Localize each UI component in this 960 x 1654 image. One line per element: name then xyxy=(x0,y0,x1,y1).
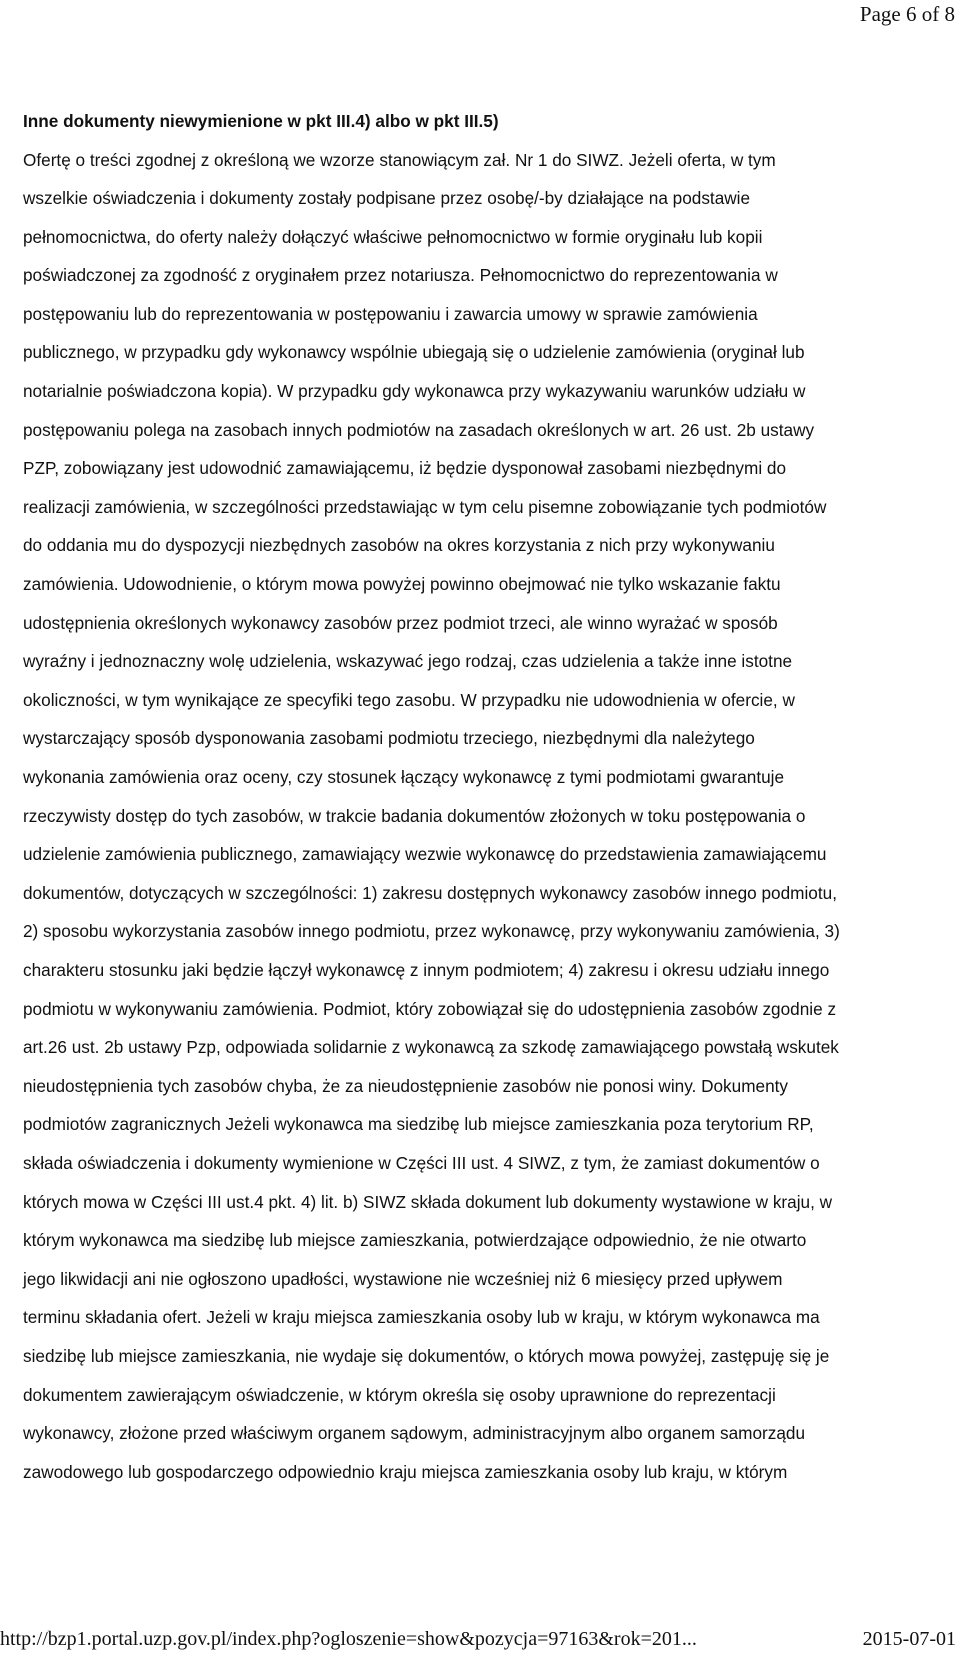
footer-url: http://bzp1.portal.uzp.gov.pl/index.php?ogloszenie=show&pozycja=97163&rok=201... xyxy=(0,1628,697,1650)
paragraph-line: pełnomocnictwa, do oferty należy dołączyć właściwe pełnomocnictwo w formie oryginału lub kopii xyxy=(23,226,763,247)
paragraph-line: składa oświadczenia i dokumenty wymienione w Części III ust. 4 SIWZ, z tym, że zamiast dokumentów o xyxy=(23,1152,820,1173)
paragraph-line: jego likwidacji ani nie ogłoszono upadłości, wystawione nie wcześniej niż 6 miesięcy przed upływem xyxy=(23,1268,783,1289)
paragraph-line: których mowa w Części III ust.4 pkt. 4) lit. b) SIWZ składa dokument lub dokumenty wystawione w kraju, w xyxy=(23,1191,833,1212)
paragraph-line: publicznego, w przypadku gdy wykonawcy wspólnie ubiegają się o udzielenie zamówienia (oryginał lub xyxy=(23,342,805,363)
paragraph-line: postępowaniu lub do reprezentowania w postępowaniu i zawarcia umowy w sprawie zamówienia xyxy=(23,303,758,324)
paragraph-line: dokumentem zawierającym oświadczenie, w którym określa się osoby uprawnione do reprezentacji xyxy=(23,1384,776,1405)
paragraph-line: podmiotów zagranicznych Jeżeli wykonawca ma siedzibę lub miejsce zamieszkania poza terytorium RP, xyxy=(23,1114,814,1135)
paragraph-line: poświadczonej za zgodność z oryginałem przez notariusza. Pełnomocnictwo do reprezentowania w xyxy=(23,265,778,286)
paragraph-line: wykonawcy, złożone przed właściwym organem sądowym, administracyjnym albo organem samorządu xyxy=(23,1423,806,1444)
paragraph-line: wystarczający sposób dysponowania zasobami podmiotu trzeciego, niezbędnymi dla należytego xyxy=(23,728,755,749)
paragraph-line: rzeczywisty dostęp do tych zasobów, w trakcie badania dokumentów złożonych w toku postępowania o xyxy=(23,805,806,826)
paragraph-line: wyraźny i jednoznaczny wolę udzielenia, wskazywać jego rodzaj, czas udzielenia a także inne istotne xyxy=(23,651,793,672)
paragraph-line: podmiotu w wykonywaniu zamówienia. Podmiot, który zobowiązał się do udostępnienia zasobów zgodnie z xyxy=(23,998,837,1019)
paragraph-line: art.26 ust. 2b ustawy Pzp, odpowiada solidarnie z wykonawcą za szkodę zamawiającego powstałą wskutek xyxy=(23,1037,839,1058)
paragraph-line: 2) sposobu wykorzystania zasobów innego podmiotu, przez wykonawcę, przy wykonywaniu zamówienia, 3) xyxy=(23,921,840,942)
paragraph-line: realizacji zamówienia, w szczególności przedstawiając w tym celu pisemne zobowiązanie tych podmiotów xyxy=(23,496,827,517)
section-heading: Inne dokumenty niewymienione w pkt III.4) albo w pkt III.5) xyxy=(23,111,499,131)
section-paragraph xyxy=(23,141,953,1492)
paragraph-line: siedzibę lub miejsce zamieszkania, nie wydaje się dokumentów, o których mowa powyżej, zastępuję się je xyxy=(23,1345,830,1366)
paragraph-line: charakteru stosunku jaki będzie łączył wykonawcę z innym podmiotem; 4) zakresu i okresu udziału innego xyxy=(23,959,830,980)
paragraph-line: okoliczności, w tym wynikające ze specyfiki tego zasobu. W przypadku nie udowodnienia w ofercie, w xyxy=(23,689,795,710)
paragraph-line: Ofertę o treści zgodnej z określoną we wzorze stanowiącym zał. Nr 1 do SIWZ. Jeżeli oferta, w tym xyxy=(23,149,776,170)
paragraph-line: wykonania zamówienia oraz oceny, czy stosunek łączący wykonawcę z tymi podmiotami gwarantuje xyxy=(23,767,785,787)
paragraph-line: terminu składania ofert. Jeżeli w kraju miejsca zamieszkania osoby lub w kraju, w którym wykonawca ma xyxy=(23,1307,820,1328)
paragraph-line: dokumentów, dotyczących w szczególności: 1) zakresu dostępnych wykonawcy zasobów innego podmiotu, xyxy=(23,882,837,903)
paragraph-line: notarialnie poświadczona kopia). W przypadku gdy wykonawca przy wykazywaniu warunków udziału w xyxy=(23,381,806,402)
paragraph-line: udostępnienia określonych wykonawcy zasobów przez podmiot trzeci, ale winno wyrażać w sposób xyxy=(23,612,778,633)
paragraph-line: do oddania mu do dyspozycji niezbędnych zasobów na okres korzystania z nich przy wykonywaniu xyxy=(23,535,775,556)
paragraph-line: wszelkie oświadczenia i dokumenty zostały podpisane przez osobę/-by działające na podstawie xyxy=(23,188,751,209)
paragraph-line: którym wykonawca ma siedzibę lub miejsce zamieszkania, potwierdzające odpowiednio, że nie otwarto xyxy=(23,1230,807,1251)
page-footer xyxy=(0,1626,960,1654)
document-body xyxy=(23,102,953,1491)
paragraph-line: udzielenie zamówienia publicznego, zamawiający wezwie wykonawcę do przedstawienia zamawiającemu xyxy=(23,844,827,865)
page-number: Page 6 of 8 xyxy=(859,2,955,26)
paragraph-line: nieudostępnienia tych zasobów chyba, że za nieudostępnienie zasobów nie ponosi winy. Dokumenty xyxy=(23,1075,789,1096)
paragraph-line: postępowaniu polega na zasobach innych podmiotów na zasadach określonych w art. 26 ust. 2b ustawy xyxy=(23,419,815,440)
paragraph-line: zawodowego lub gospodarczego odpowiednio kraju miejsca zamieszkania osoby lub kraju, w którym xyxy=(23,1461,788,1482)
footer-date: 2015-07-01 xyxy=(862,1628,956,1650)
paragraph-line: PZP, zobowiązany jest udowodnić zamawiającemu, iż będzie dysponował zasobami niezbędnymi do xyxy=(23,458,787,479)
paragraph-line: zamówienia. Udowodnienie, o którym mowa powyżej powinno obejmować nie tylko wskazanie faktu xyxy=(23,574,781,595)
